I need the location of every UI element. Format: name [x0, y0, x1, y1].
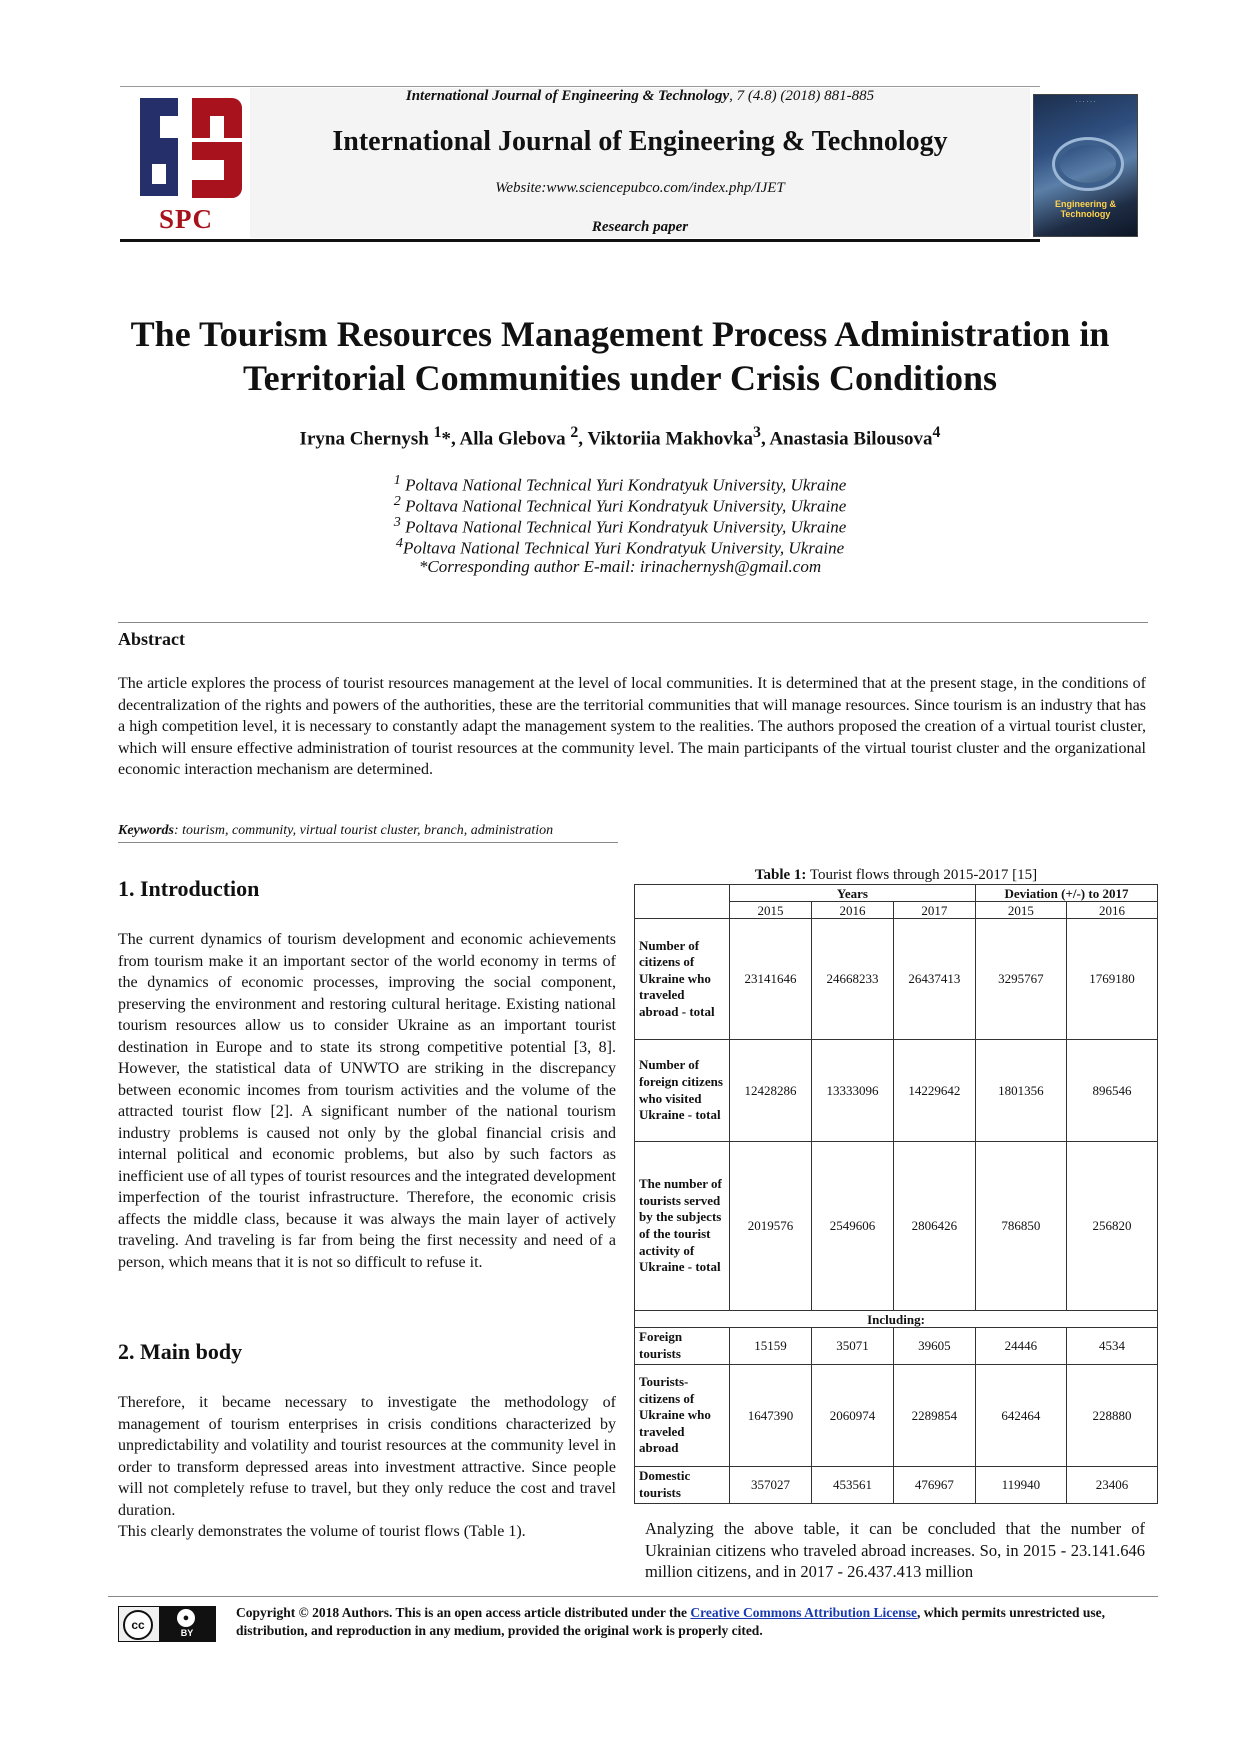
publisher-logo [122, 90, 250, 235]
author-affil-mark: 1 [433, 424, 442, 441]
table-year-header: 2015 [730, 902, 812, 919]
paper-title-line-1: The Tourism Resources Management Process Administration in [130, 314, 1110, 354]
table-cell: 476967 [893, 1467, 975, 1504]
keywords-rule [118, 842, 618, 843]
table-cell: 2549606 [811, 1142, 893, 1311]
table-row-label: Number of citizens of Ukraine who traveled abroad - total [635, 919, 730, 1040]
author-affil-mark: 3 [753, 424, 761, 441]
spc-logo-mark-icon [122, 90, 250, 202]
table-cell: 896546 [1066, 1040, 1157, 1142]
affiliation-mark: 2 [393, 493, 401, 509]
table-cell: 256820 [1066, 1142, 1157, 1311]
table-cell: 24668233 [811, 919, 893, 1040]
attribution-person-icon: ● [177, 1609, 195, 1627]
author-list [100, 424, 1140, 450]
table-row-label: The number of tourists served by the subjects of the tourist activity of Ukraine - total [635, 1142, 730, 1311]
table-cell: 1801356 [975, 1040, 1066, 1142]
table-cell: 23141646 [730, 919, 812, 1040]
paper-title-line-2: Territorial Communities under Crisis Conditions [242, 358, 998, 398]
table-year-header-row [635, 902, 1158, 919]
table-cell: 35071 [811, 1328, 893, 1365]
affiliation-mark: 1 [393, 472, 401, 488]
table-cell: 2060974 [811, 1365, 893, 1467]
keywords-label: Keywords [118, 823, 174, 838]
table-including-label: Including: [635, 1311, 1158, 1328]
table-group-years: Years [730, 885, 976, 902]
footer-rule [108, 1596, 1158, 1597]
keywords-list: : tourism, community, virtual tourist cluster, branch, administration [174, 823, 554, 838]
table-cell: 2289854 [893, 1365, 975, 1467]
journal-title: International Journal of Engineering & Technology [332, 126, 948, 157]
table-caption [634, 867, 1158, 884]
copyright-text: Copyright © 2018 Authors. This is an open access article distributed under the [236, 1605, 691, 1620]
table-cell: 15159 [730, 1328, 812, 1365]
table-row [635, 1040, 1158, 1142]
author-separator: , [760, 428, 770, 450]
affiliation-text: Poltava National Technical Yuri Kondratyuk University, Ukraine [402, 538, 845, 558]
affiliation-mark: 3 [393, 514, 401, 530]
table-including-row [635, 1311, 1158, 1328]
author-separator: , [578, 428, 588, 450]
license-link[interactable]: Creative Commons Attribution License [690, 1605, 917, 1620]
affiliation-text: Poltava National Technical Yuri Kondratyuk University, Ukraine [400, 496, 847, 516]
keywords [118, 823, 1146, 839]
paper-title [100, 312, 1140, 400]
author-affil-mark: 2 [570, 424, 579, 441]
table-cell: 2019576 [730, 1142, 812, 1311]
table-row-label: Foreign tourists [635, 1328, 730, 1365]
abstract-heading: Abstract [118, 629, 185, 649]
table-cell: 3295767 [975, 919, 1066, 1040]
abstract-text: The article explores the process of tourist resources management at the level of local communities. It is determined that at the present stage, in the conditions of decentralization of the rights and powers of the authorities, these are the territorial communities that will manage resources. Since tourism is an industry that has a high competition level, it is necessary to constantly adapt the management system to the realities. The authors proposed the creation of a virtual tourist cluster, which will ensure effective administration of tourist resources at the community level. The main participants of the virtual tourist cluster and the organizational economic interaction mechanism are determined. [118, 675, 1146, 778]
affiliation-text: Poltava National Technical Yuri Kondratyuk University, Ukraine [400, 475, 847, 495]
table-corner-cell [635, 902, 730, 919]
table-year-header: 2016 [1066, 902, 1157, 919]
table-row [635, 919, 1158, 1040]
cover-title: Engineering & Technology [1054, 199, 1116, 219]
table-analysis-text: Analyzing the above table, it can be concluded that the number of Ukrainian citizens who traveled abroad increases. So, in 2015 - 23.141.646 million citizens, and in 2017 - 26.437.413 million [645, 1519, 1145, 1581]
citation-volume: , 7 (4.8) (2018) 881-885 [729, 88, 875, 104]
author-name: Alla Glebova [459, 428, 571, 450]
table-cell: 119940 [975, 1467, 1066, 1504]
table-group-deviation: Deviation (+/-) to 2017 [975, 885, 1157, 902]
table-group-header-row [635, 885, 1158, 902]
table-cell: 24446 [975, 1328, 1066, 1365]
header-bottom-rule [120, 239, 1040, 242]
table-year-header: 2015 [975, 902, 1066, 919]
table-cell: 13333096 [811, 1040, 893, 1142]
author-name: Iryna Chernysh [299, 428, 434, 450]
table-cell: 12428286 [730, 1040, 812, 1142]
affiliation-4 [300, 533, 940, 559]
corresponding-author: *Corresponding author E-mail: irinachernysh@gmail.com [418, 557, 822, 576]
table-cell: 786850 [975, 1142, 1066, 1311]
author-name: Viktoriia Makhovka [587, 428, 754, 450]
table-cell: 1769180 [1066, 919, 1157, 1040]
introduction-text: The current dynamics of tourism development and economic achievements from tourism make it an important sector of the world economy in terms of the dynamics of economic processes, improving the social component, preserving the environment and restoring cultural heritage. Existing national tourism resources allow us to consider Ukraine as an important tourist destination in Europe and to state its strong competitive potential [3, 8]. However, the statistical data of UNWTO are striking in the discrepancy between economic incomes from tourism activities and the volume of the attracted tourist flow [2]. A significant number of the national tourism industry problems is caused not only by the global financial crisis and internal political and economic problems, but also by such factors as inefficient use of all types of tourist resources and the integrated development imperfection of the tourist infrastructure. Therefore, the economic crisis affects the middle class, because it was always the main layer of actively traveling. And traveling is far from being the first necessity and need of a person, which means that it is not so difficult to refuse it. [118, 931, 616, 1271]
author-affil-mark: 4 [932, 424, 941, 441]
table-cell: 453561 [811, 1467, 893, 1504]
journal-website: Website:www.sciencepubco.com/index.php/IJET [495, 180, 785, 196]
logo-text: SPC [158, 204, 213, 234]
abstract-top-rule [118, 622, 1148, 623]
by-label: BY [180, 1628, 194, 1638]
table-year-header: 2016 [811, 902, 893, 919]
citation-journal-name: International Journal of Engineering & Technology [405, 88, 730, 104]
header-top-rule [120, 86, 1040, 87]
table-year-header: 2017 [893, 902, 975, 919]
attribution-box [159, 1607, 215, 1641]
table-cell: 4534 [1066, 1328, 1157, 1365]
journal-cover-image [1033, 94, 1138, 237]
affiliation-mark: 4 [395, 535, 403, 551]
section-heading-main-body: 2. Main body [118, 1339, 243, 1364]
table-row [635, 1365, 1158, 1467]
author-separator: *, [441, 428, 460, 450]
table-caption-label: Table 1: [754, 867, 807, 883]
cc-by-license-badge[interactable] [118, 1606, 216, 1642]
copyright-notice [236, 1604, 1146, 1640]
table-row [635, 1328, 1158, 1365]
table-cell: 228880 [1066, 1365, 1157, 1467]
table-row-label: Tourists-citizens of Ukraine who traveled abroad [635, 1365, 730, 1467]
table-corner-cell [635, 885, 730, 902]
affiliation-text: Poltava National Technical Yuri Kondratyuk University, Ukraine [400, 517, 847, 537]
table-cell: 2806426 [893, 1142, 975, 1311]
cover-ring-graphic [1052, 137, 1124, 191]
journal-header-band [250, 88, 1030, 238]
author-name: Anastasia Bilousova [769, 428, 933, 450]
tourist-flows-table [634, 884, 1158, 1504]
table-row [635, 1467, 1158, 1504]
table-cell: 23406 [1066, 1467, 1157, 1504]
article-type: Research paper [591, 219, 689, 235]
creative-commons-icon: cc [123, 1610, 153, 1640]
table-row [635, 1142, 1158, 1311]
table-cell: 357027 [730, 1467, 812, 1504]
table-cell: 14229642 [893, 1040, 975, 1142]
main-body-text-2: This clearly demonstrates the volume of tourist flows (Table 1). [118, 1523, 526, 1540]
table-cell: 26437413 [893, 919, 975, 1040]
table-cell: 39605 [893, 1328, 975, 1365]
copyright-text-end: , which permits unrestricted use, distribution, and reproduction in any medium, provided the original work is properly cited. [236, 1605, 1105, 1638]
table-cell: 642464 [975, 1365, 1066, 1467]
main-body-text: Therefore, it became necessary to investigate the methodology of management of tourism enterprises in crisis conditions characterized by unpredictability and volatility and tourist resources at the community level in order to transform depressed areas into investment attractive. Since people will not completely refuse to travel, but they only reduce the cost and travel duration. [118, 1394, 616, 1519]
table-caption-text: Tourist flows through 2015-2017 [15] [806, 867, 1038, 883]
table-row-label: Domestic tourists [635, 1467, 730, 1504]
journal-citation [250, 88, 1030, 105]
section-heading-introduction: 1. Introduction [118, 876, 260, 901]
cover-decoration: · · · · · · [1075, 99, 1096, 105]
table-row-label: Number of foreign citizens who visited Ukraine - total [635, 1040, 730, 1142]
table-cell: 1647390 [730, 1365, 812, 1467]
